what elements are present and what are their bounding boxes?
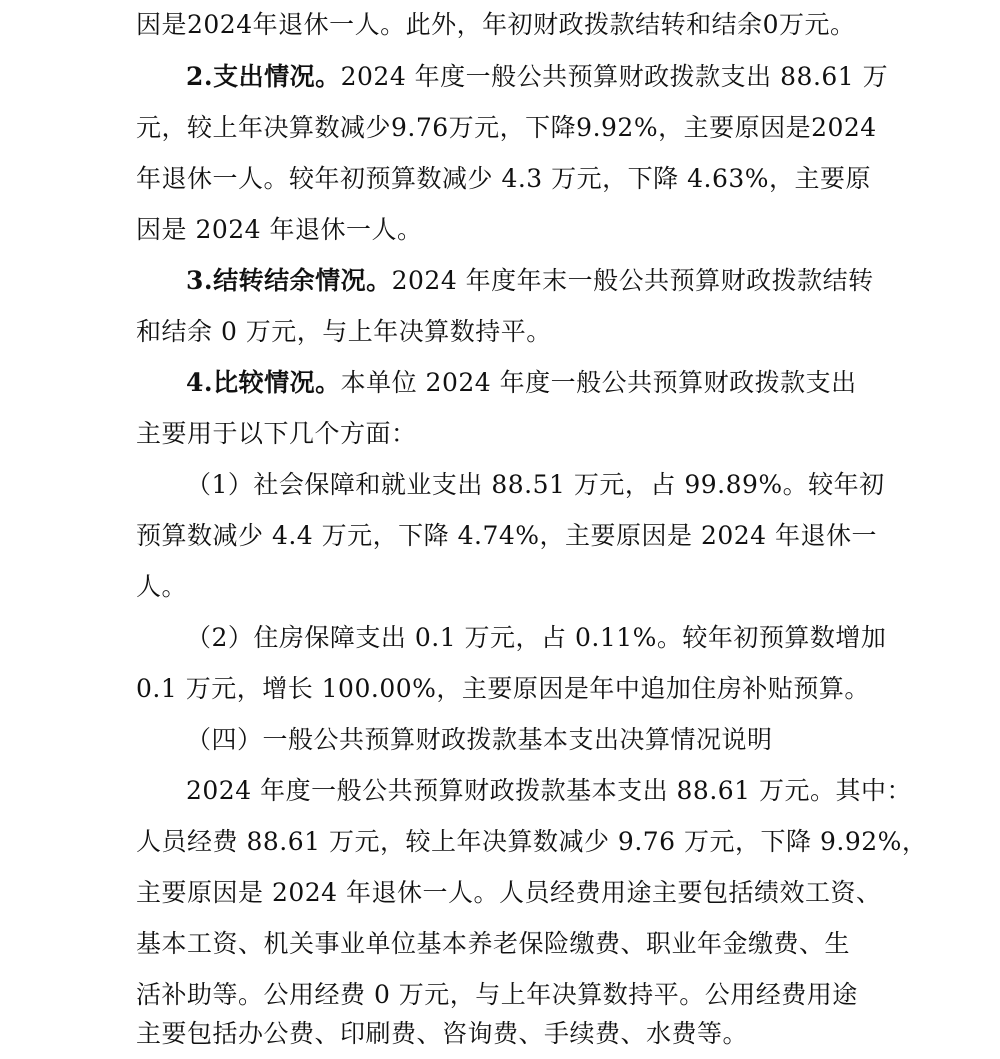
paragraph-line — [186, 52, 888, 102]
body-line — [136, 205, 423, 255]
line-text: 因是2024年退休一人。此外，年初财政拨款结转和结余0万元。 — [136, 10, 856, 39]
line-text: 2024 年度一般公共预算财政拨款基本支出 88.61 万元。其中： — [186, 776, 913, 805]
line-text: 2024 年度年末一般公共预算财政拨款结转 — [391, 266, 874, 295]
body-line — [136, 919, 850, 969]
line-text: 人。 — [136, 572, 188, 601]
body-line — [136, 307, 552, 357]
line-text: 主要用于以下几个方面： — [136, 419, 417, 448]
body-line — [136, 511, 877, 561]
paragraph-line — [186, 766, 912, 816]
paragraph-line — [186, 256, 874, 306]
line-text: （四）一般公共预算财政拨款基本支出决算情况说明 — [186, 725, 773, 754]
line-text: 人员经费 88.61 万元，较上年决算数减少 9.76 万元，下降 9.92%， — [136, 827, 928, 856]
section-heading: 4.比较情况。 — [186, 368, 341, 397]
line-text: 元，较上年决算数减少9.76万元，下降9.92%，主要原因是2024 — [136, 113, 877, 142]
line-text: 因是 2024 年退休一人。 — [136, 215, 423, 244]
paragraph-line — [186, 358, 857, 408]
line-text: 0.1 万元，增长 100.00%，主要原因是年中追加住房补贴预算。 — [136, 674, 870, 703]
paragraph-line — [186, 460, 885, 510]
line-text: 基本工资、机关事业单位基本养老保险缴费、职业年金缴费、生 — [136, 929, 851, 958]
body-line — [136, 154, 871, 204]
body-line — [136, 817, 927, 867]
line-text: 和结余 0 万元，与上年决算数持平。 — [136, 317, 552, 346]
line-text: 主要包括办公费、印刷费、咨询费、手续费、水费等。 — [136, 1019, 749, 1048]
body-line — [136, 1009, 748, 1059]
subsection-heading-line — [186, 715, 773, 765]
body-line — [136, 868, 882, 918]
line-text: 预算数减少 4.4 万元，下降 4.74%，主要原因是 2024 年退休一 — [136, 521, 878, 550]
line-text: 2024 年度一般公共预算财政拨款支出 88.61 万 — [340, 62, 889, 91]
body-line — [136, 562, 187, 612]
paragraph-line — [186, 613, 886, 663]
line-text: 活补助等。公用经费 0 万元，与上年决算数持平。公用经费用途 — [136, 980, 858, 1009]
line-text: 本单位 2024 年度一般公共预算财政拨款支出 — [340, 368, 857, 397]
section-heading: 3.结转结余情况。 — [186, 266, 392, 295]
body-line — [136, 103, 877, 153]
line-text: 主要原因是 2024 年退休一人。人员经费用途主要包括绩效工资、 — [136, 878, 882, 907]
body-line — [136, 664, 870, 714]
line-text: （2）住房保障支出 0.1 万元，占 0.11%。较年初预算数增加 — [186, 623, 887, 652]
line-text: 年退休一人。较年初预算数减少 4.3 万元，下降 4.63%，主要原 — [136, 164, 872, 193]
body-line — [136, 409, 417, 459]
line-text: （1）社会保障和就业支出 88.51 万元，占 99.89%。较年初 — [186, 470, 885, 499]
section-heading: 2.支出情况。 — [186, 62, 341, 91]
body-line — [136, 0, 856, 50]
